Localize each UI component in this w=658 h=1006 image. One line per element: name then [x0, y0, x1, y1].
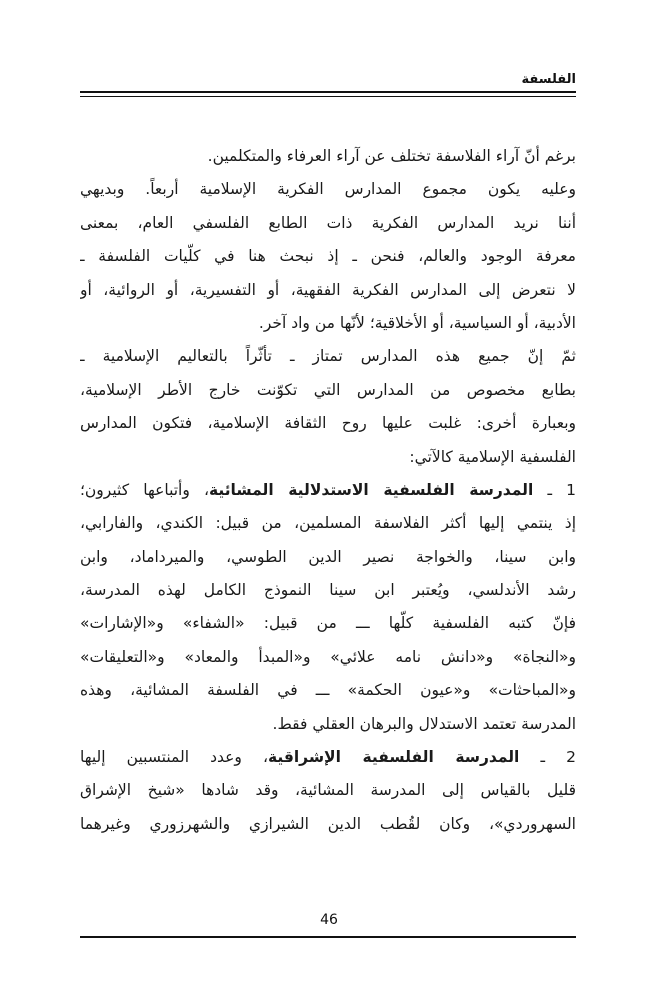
line-text: فإنّ كتبه الفلسفية كلّها ـــ من قبيل: «الشفاء» و«الإشارات» [80, 614, 576, 633]
text-line [80, 173, 576, 206]
line-text: أننا نريد المدارس الفكرية ذات الطابع الفلسفي العام، بمعنى [80, 213, 576, 232]
text-line [80, 808, 576, 841]
line-text: معرفة الوجود والعالم، فنحن ـ إذ نبحث هنا في كلّيات الفلسفة ـ [80, 247, 576, 266]
line-text: رشد الأندلسي، ويُعتبر ابن سينا النموذج الكامل لهذه المدرسة، [80, 581, 576, 600]
line-text: بطابع مخصوص من المدارس التي تكوّنت خارج الأطر الإسلامية، [80, 380, 576, 399]
text-line [80, 340, 576, 373]
page-number: 46 [320, 912, 338, 928]
line-text: و«المباحثات» و«عيون الحكمة» ـــ في الفلسفة المشائية، وهذه [80, 681, 576, 700]
line-text: وعليه يكون مجموع المدارس الفكرية الإسلامية أربعاً. وبديهي [80, 180, 576, 199]
list-number: 2 ـ [519, 748, 576, 767]
text-line [80, 708, 576, 741]
text-line [80, 240, 576, 273]
header-rule-thin [80, 96, 576, 97]
line-text: ، وعدد المنتسبين إليها [80, 748, 268, 767]
section-heading: المدرسة الفلسفية الاستدلالية المشائية [209, 480, 534, 499]
footer-rule [80, 936, 576, 938]
line-text: وابن سينا، والخواجة نصير الدين الطوسي، والميرداماد، وابن [80, 547, 576, 566]
text-line [80, 674, 576, 707]
text-line [80, 407, 576, 440]
text-line [80, 774, 576, 807]
list-number: 1 ـ [533, 480, 576, 499]
line-text: وبعبارة أخرى: غلبت عليها روح الثقافة الإسلامية، فتكون المدارس [80, 414, 576, 433]
line-text: ثمّ إنّ جميع هذه المدارس تمتاز ـ تأثّراً بالتعاليم الإسلامية ـ [80, 347, 576, 366]
text-line [80, 607, 576, 640]
line-text: ، وأتباعها كثيرون؛ [80, 480, 209, 499]
line-text: المدرسة تعتمد الاستدلال والبرهان العقلي فقط. [272, 714, 576, 733]
text-line [80, 274, 576, 307]
line-text: الفلسفية الإسلامية كالآتي: [409, 447, 576, 466]
line-text: برغم أنّ آراء الفلاسفة تختلف عن آراء العرفاء والمتكلمين. [207, 147, 576, 165]
text-line [80, 207, 576, 240]
line-text: الأدبية، أو السياسية، أو الأخلاقية؛ لأنّها من واد آخر. [258, 313, 576, 332]
text-line [80, 441, 576, 474]
text-line [80, 574, 576, 607]
text-line [80, 474, 576, 507]
body-text [80, 140, 576, 841]
text-line [80, 541, 576, 574]
text-line [80, 374, 576, 407]
line-text: إذ ينتمي إليها أكثر الفلاسفة المسلمين، من قبيل: الكندي، والفارابي، [80, 514, 576, 533]
text-line [80, 641, 576, 674]
running-head: الفلسفة [521, 72, 576, 87]
line-text: قليل بالقياس إلى المدرسة المشائية، وقد شادها «شيخ الإشراق [80, 781, 576, 800]
line-text: و«النجاة» و«دانش نامه علائي» و«المبدأ والمعاد» و«التعليقات» [80, 647, 576, 666]
header-rule-thick [80, 91, 576, 93]
text-line [80, 741, 576, 774]
line-text: السهروردي»، وكان لقُطب الدين الشيرازي والشهرزوري وغيرهما [80, 814, 576, 833]
text-line [80, 140, 576, 173]
text-line [80, 307, 576, 340]
line-text: لا نتعرض إلى المدارس الفكرية الفقهية، أو التفسيرية، أو الروائية، أو [80, 280, 576, 299]
text-line [80, 507, 576, 540]
section-heading: المدرسة الفلسفية الإشراقية [267, 748, 520, 767]
